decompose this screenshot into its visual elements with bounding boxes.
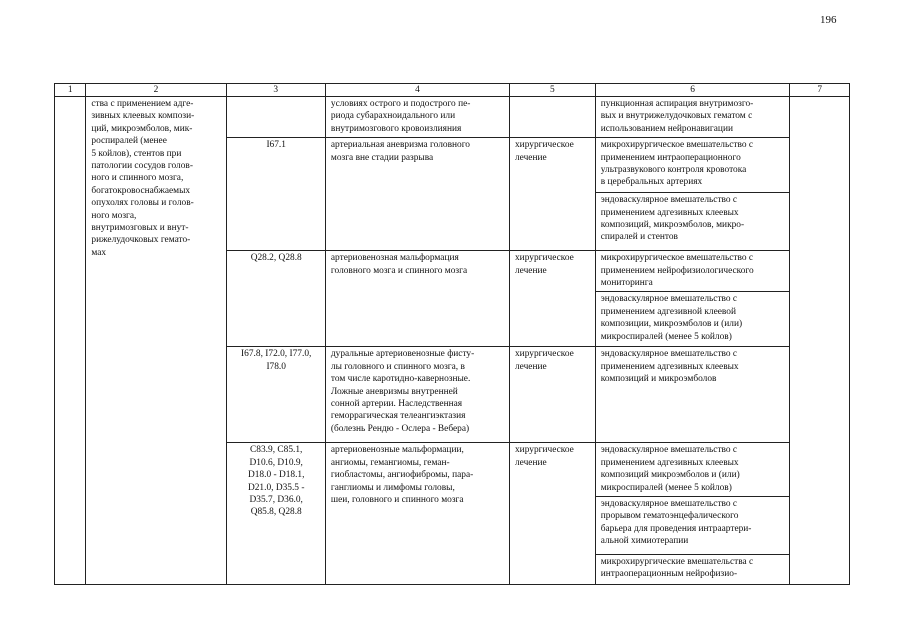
table-row — [55, 97, 850, 138]
method-text: эндоваскулярное вмешательство с применением адгезивных клеевых композиций микроэмболов и (или) микроспиралей (менее 5 койлов) — [595, 443, 790, 497]
page-number: 196 — [820, 14, 837, 26]
column-header-2: 2 — [86, 84, 226, 97]
intervention-description: ства с применением адге- зивных клеевых компози- ций, микроэмболов, мик- роспиралей (менее 5 койлов), стентов при патологии сосудов голов- ного и спинного мозга, богатокровоснабжаемых опухолях головы и голов- ного мозга, внутримозговых и внут- рижелудочковых гемато- мах — [86, 97, 226, 585]
cell-col7 — [790, 97, 850, 585]
diagnosis-codes — [226, 97, 325, 138]
medical-care-table — [54, 83, 850, 585]
treatment-type: хирургическое лечение — [509, 251, 595, 347]
method-text: микрохирургическое вмешательство с применением нейрофизиологического мониторинга — [595, 251, 790, 292]
diagnosis-text: артериовенозная мальформация головного мозга и спинного мозга — [325, 251, 509, 347]
diagnosis-text: дуральные артериовенозные фисту- лы головного и спинного мозга, в том числе каротидно-кавернозные. Ложные аневризмы внутренней сонной артерии. Наследственная геморрагическая телеангиэктазия (болезнь Рендю - Ослера - Вебера) — [325, 347, 509, 443]
diagnosis-text: артериовенозные мальформации, ангиомы, гемангиомы, геман- гиобластомы, ангиофибромы, пара- ганглиомы и лимфомы головы, шеи, головного и спинного мозга — [325, 443, 509, 585]
treatment-type — [509, 97, 595, 138]
method-text: эндоваскулярное вмешательство с прорывом гематоэнцефалического барьера для проведения интраартери- альной химиотерапии — [595, 497, 790, 555]
treatment-type: хирургическое лечение — [509, 138, 595, 251]
treatment-type: хирургическое лечение — [509, 347, 595, 443]
method-text: эндоваскулярное вмешательство с применением адгезивных клеевых композиций и микроэмболов — [595, 347, 790, 443]
column-header-7: 7 — [790, 84, 850, 97]
column-header-4: 4 — [325, 84, 509, 97]
column-header-6: 6 — [595, 84, 790, 97]
method-text: эндоваскулярное вмешательство с применением адгезивных клеевых композиций, микроэмболов, микро- спиралей и стентов — [595, 193, 790, 251]
method-text: микрохирургическое вмешательство с применением интраоперационного ультразвукового контроля кровотока в церебральных артериях — [595, 138, 790, 193]
diagnosis-codes: Q28.2, Q28.8 — [226, 251, 325, 347]
diagnosis-text: артериальная аневризма головного мозга вне стадии разрыва — [325, 138, 509, 251]
column-header-5: 5 — [509, 84, 595, 97]
diagnosis-codes: I67.1 — [226, 138, 325, 251]
diagnosis-codes: C83.9, C85.1, D10.6, D10.9, D18.0 - D18.1, D21.0, D35.5 - D35.7, D36.0, Q85.8, Q28.8 — [226, 443, 325, 585]
column-header-1: 1 — [55, 84, 86, 97]
method-text: микрохирургические вмешательства с интраоперационным нейрофизио- — [595, 555, 790, 585]
column-number-row — [55, 84, 850, 97]
column-header-3: 3 — [226, 84, 325, 97]
method-text: эндоваскулярное вмешательство с применением адгезивной клеевой композиции, микроэмболов и (или) микроспиралей (менее 5 койлов) — [595, 292, 790, 347]
treatment-type: хирургическое лечение — [509, 443, 595, 585]
cell-col1 — [55, 97, 86, 585]
method-text: пункционная аспирация внутримозго- вых и внутрижелудочковых гематом с использованием нейронавигации — [595, 97, 790, 138]
diagnosis-codes: I67.8, I72.0, I77.0, I78.0 — [226, 347, 325, 443]
diagnosis-text: условиях острого и подострого пе- риода субарахноидального или внутримозгового кровоизлияния — [325, 97, 509, 138]
